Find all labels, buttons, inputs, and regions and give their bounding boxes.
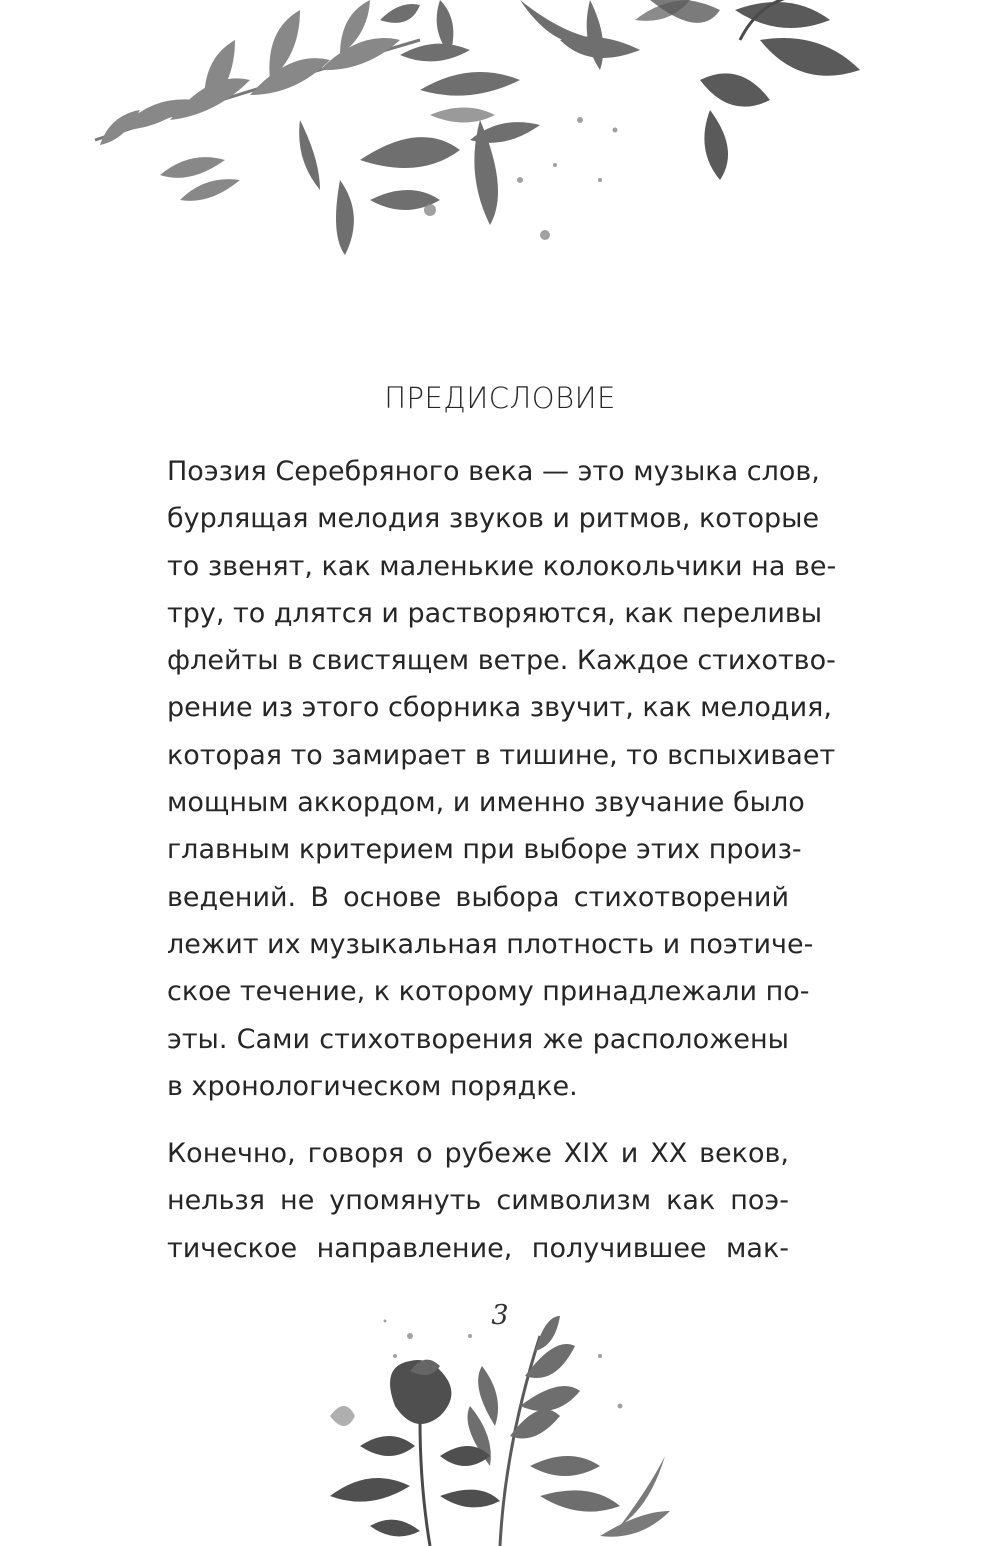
body-text: [167, 448, 837, 1272]
text-line: мощным аккордом, и именно звучание было: [167, 787, 805, 819]
page-number: 3: [491, 1300, 509, 1331]
text-line: главным критерием при выборе этих произ-: [167, 834, 802, 866]
text-line: рение из этого сборника звучит, как мелодия,: [167, 692, 832, 724]
text-line: тру, то длятся и растворяются, как переливы: [167, 597, 823, 629]
text-line: флейты в свистящем ветре. Каждое стихотво-: [167, 645, 836, 677]
text-line: Поэзия Серебряного века — это музыка слов,: [167, 456, 820, 487]
text-line: Конечно, говоря о рубеже XIX и XX веков,: [167, 1138, 789, 1170]
text-line: эты. Сами стихотворения же расположены: [167, 1023, 789, 1055]
text-line: бурлящая мелодия звуков и ритмов, которые: [167, 503, 820, 535]
text-line: ское течение, к которому принадлежали по-: [167, 976, 810, 1008]
chapter-heading: ПРЕДИСЛОВИЕ: [384, 381, 616, 415]
text-line: в хронологическом порядке.: [167, 1070, 578, 1102]
text-line: ведений. В основе выбора стихотворений: [167, 881, 789, 913]
text-line: лежит их музыкальная плотность и поэтиче-: [167, 928, 814, 960]
text-line: тическое направление, получившее мак-: [167, 1232, 789, 1264]
top-leaves-ornament: [0, 0, 1000, 270]
text-line: то звенят, как маленькие колокольчики на ве-: [167, 550, 837, 582]
bottom-flowers-ornament: [0, 1296, 1000, 1546]
text-line: которая то замирает в тишине, то вспыхивает: [167, 739, 836, 771]
text-line: нельзя не упомянуть символизм как поэ-: [167, 1185, 789, 1217]
